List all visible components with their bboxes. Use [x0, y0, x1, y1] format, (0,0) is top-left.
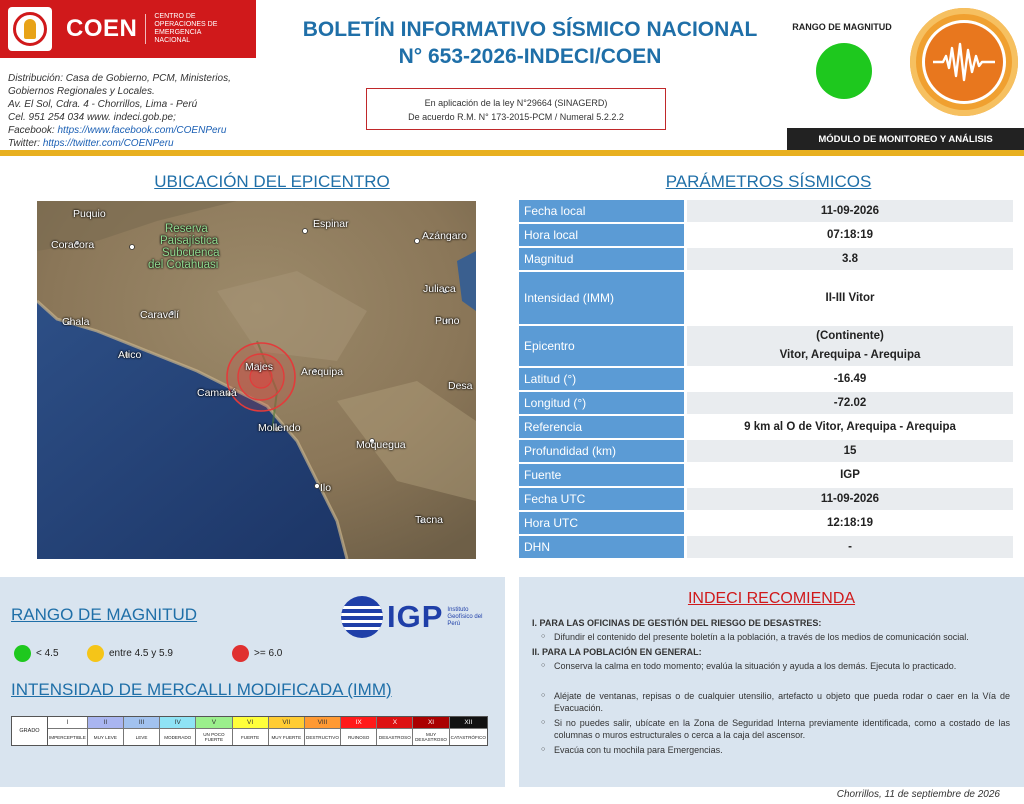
param-value: 15	[687, 440, 1013, 462]
param-value: -	[687, 536, 1013, 558]
recommendation-item: ○ Difundir el contenido del presente boletín a la población, a través de los medios de comunicación social.	[554, 631, 1010, 643]
param-value: 07:18:19	[687, 224, 1013, 246]
legend-item-high	[232, 645, 282, 662]
param-value: (Continente) Vitor, Arequipa - Arequipa	[687, 326, 1013, 366]
logo-divider	[145, 14, 146, 44]
param-value: 12:18:19	[687, 512, 1013, 534]
param-value: II-III Vitor	[687, 272, 1013, 324]
param-value: 9 km al O de Vitor, Arequipa - Arequipa	[687, 416, 1013, 438]
law-line1: En aplicación de la ley N°29664 (SINAGERD)	[424, 98, 608, 108]
map-label-coracora: Coracora	[51, 239, 95, 251]
map-label-puquio: Puquio	[73, 208, 106, 220]
map-label-reserva: Reserva	[165, 223, 208, 235]
module-banner: MÓDULO DE MONITOREO Y ANÁLISIS	[787, 128, 1024, 150]
map-label-majes: Majes	[245, 361, 274, 373]
map-label-espinar: Espinar	[313, 218, 349, 230]
mercalli-level: VIII DESTRUCTIVO	[305, 717, 341, 745]
param-value: 3.8	[687, 248, 1013, 270]
param-row-longitud	[519, 392, 1013, 414]
law-line2: De acuerdo R.M. N° 173-2015-PCM / Numeral 5.2.2.2	[408, 112, 624, 122]
param-value: -16.49	[687, 368, 1013, 390]
mercalli-level: XII CATASTRÓFICO	[450, 717, 487, 745]
mercalli-level: I IMPERCEPTIBLE	[48, 717, 88, 745]
twitter-label: Twitter:	[8, 138, 43, 149]
param-value: -72.02	[687, 392, 1013, 414]
recommendations-body	[532, 617, 1010, 759]
param-row-referencia	[519, 416, 1013, 438]
seismograph-icon	[910, 8, 1018, 116]
epicenter-map[interactable]	[37, 201, 476, 559]
map-label-desaguadero: Desa	[448, 380, 473, 392]
map-label-puno: Puno	[435, 315, 460, 327]
param-value: 11-09-2026	[687, 200, 1013, 222]
param-value: IGP	[687, 464, 1013, 486]
param-label: Latitud (°)	[519, 368, 684, 390]
mercalli-level: VII MUY FUERTE	[269, 717, 305, 745]
map-section-title: UBICACIÓN DEL EPICENTRO	[154, 172, 390, 191]
facebook-link[interactable]: https://www.facebook.com/COENPeru	[57, 125, 227, 136]
mercalli-scale-table	[11, 716, 488, 746]
recommendations-list-2	[532, 660, 1010, 756]
param-label: Fuente	[519, 464, 684, 486]
param-label: Hora local	[519, 224, 684, 246]
twitter-link[interactable]: https://twitter.com/COENPeru	[42, 138, 174, 149]
legend-label: entre 4.5 y 5.9	[109, 648, 173, 659]
legend-label: >= 6.0	[254, 648, 283, 659]
mercalli-level: X DESASTROSO	[377, 717, 413, 745]
param-row-fuente	[519, 464, 1013, 486]
mercalli-level: III LEVE	[124, 717, 160, 745]
map-label-paisajistica: Paisajística	[160, 235, 219, 247]
bulletin-number: N° 653-2026-INDECI/COEN	[398, 45, 662, 68]
param-label: Hora UTC	[519, 512, 684, 534]
param-row-dhn	[519, 536, 1013, 558]
map-label-arequipa: Arequipa	[301, 366, 344, 378]
param-row-hora-utc	[519, 512, 1013, 534]
param-label: Profundidad (km)	[519, 440, 684, 462]
igp-subtitle: Instituto Geofísico del Perú	[447, 606, 483, 627]
seismic-parameters-table	[519, 200, 1013, 560]
param-row-fecha-local	[519, 200, 1013, 222]
map-label-azangaro: Azángaro	[422, 230, 467, 242]
org-subtitle: CENTRO DE OPERACIONES DE EMERGENCIA NACIONAL	[154, 13, 218, 44]
igp-logo	[341, 596, 487, 638]
indeci-seal-icon	[8, 7, 52, 51]
magnitude-indicator	[816, 43, 872, 99]
map-label-cotahuasi: del Cotahuasi	[148, 259, 219, 271]
param-value: 11-09-2026	[687, 488, 1013, 510]
legend-dot-red	[232, 645, 249, 662]
recommendations-heading-2: II. PARA LA POBLACIÓN EN GENERAL:	[532, 647, 702, 657]
law-reference-box	[366, 88, 666, 130]
param-row-epicentro	[519, 326, 1013, 366]
recommendations-title: INDECI RECOMIENDA	[687, 590, 856, 607]
param-row-magnitud	[519, 248, 1013, 270]
param-label: Fecha local	[519, 200, 684, 222]
mercalli-level: II MUY LEVE	[88, 717, 124, 745]
param-label: Epicentro	[519, 326, 684, 366]
param-label: Referencia	[519, 416, 684, 438]
mercalli-level: IV MODERADO	[160, 717, 196, 745]
recommendation-item: ○ Aléjate de ventanas, repisas o de cualquier utensilio, artefacto u objeto que pueda rodar o caer en la Vía de Evacuación.	[554, 690, 1010, 714]
param-row-profundidad	[519, 440, 1013, 462]
param-row-intensidad	[519, 272, 1013, 324]
param-row-latitud	[519, 368, 1013, 390]
map-terrain	[37, 201, 476, 559]
param-label: Magnitud	[519, 248, 684, 270]
mercalli-level: IX RUINOSO	[341, 717, 377, 745]
legend-dot-green	[14, 645, 31, 662]
coen-logo	[0, 0, 256, 58]
mercalli-title: INTENSIDAD DE MERCALLI MODIFICADA (IMM)	[11, 680, 392, 699]
map-label-subcuenca: Subcuenca	[162, 247, 220, 259]
igp-name: IGP	[387, 599, 444, 634]
param-label: Fecha UTC	[519, 488, 684, 510]
params-section-title: PARÁMETROS SÍSMICOS	[665, 172, 872, 191]
recommendation-item: ○ Si no puedes salir, ubícate en la Zona de Seguridad Interna previamente identificada, como a costado de las columnas o muros estructurales o cerca a la caja del ascensor.	[554, 717, 1010, 741]
map-label-camana: Camaná	[197, 387, 237, 399]
bulletin-title-line1: BOLETÍN INFORMATIVO SÍSMICO NACIONAL	[302, 18, 758, 41]
param-row-hora-local	[519, 224, 1013, 246]
footer-place-date: Chorrillos, 11 de septiembre de 2026	[836, 789, 1000, 800]
map-label-caraveli: Caravelí	[140, 309, 180, 321]
legend-label: < 4.5	[36, 648, 59, 659]
facebook-line	[8, 124, 288, 137]
map-label-mollendo: Mollendo	[258, 422, 301, 434]
recommendations-heading-1: I. PARA LAS OFICINAS DE GESTIÓN DEL RIESGO DE DESASTRES:	[532, 618, 822, 628]
map-label-ilo: Ilo	[320, 482, 332, 494]
bulletin-title	[270, 16, 790, 70]
legend-dot-yellow	[87, 645, 104, 662]
legend-title: RANGO DE MAGNITUD	[11, 605, 198, 624]
recommendation-item: ○ Evacúa con tu mochila para Emergencias.	[554, 744, 1010, 756]
legend-item-low	[14, 645, 59, 662]
recommendation-item: ○ Conserva la calma en todo momento; evalúa la situación y ayuda a los demás. Ejecuta lo practicado.	[554, 660, 1010, 672]
param-label: Intensidad (IMM)	[519, 272, 684, 324]
distribution-line: Av. El Sol, Cdra. 4 - Chorrillos, Lima - Perú	[8, 99, 198, 110]
param-row-fecha-utc	[519, 488, 1013, 510]
legend-item-mid	[87, 645, 173, 662]
distribution-line: Distribución: Casa de Gobierno, PCM, Ministerios,	[8, 73, 231, 84]
map-label-chala: Chala	[62, 316, 90, 328]
distribution-line: Cel. 951 254 034 www. indeci.gob.pe;	[8, 112, 176, 123]
header-divider	[0, 150, 1024, 156]
map-label-tacna: Tacna	[415, 514, 444, 526]
facebook-label: Facebook:	[8, 125, 58, 136]
igp-globe-icon	[341, 596, 383, 638]
org-name: COEN	[66, 15, 138, 42]
distribution-line: Gobiernos Regionales y Locales.	[8, 86, 155, 97]
map-label-atico: Atico	[118, 349, 142, 361]
mercalli-level: V UN POCO FUERTE	[196, 717, 232, 745]
recommendations-list-1	[532, 631, 1010, 643]
param-label: Longitud (°)	[519, 392, 684, 414]
grado-label: GRADO	[12, 717, 48, 745]
map-label-moquegua: Moquegua	[356, 439, 406, 451]
map-label-juliaca: Juliaca	[423, 283, 456, 295]
mercalli-level: VI FUERTE	[233, 717, 269, 745]
distribution-block	[8, 72, 288, 150]
twitter-line	[8, 137, 288, 150]
param-label: DHN	[519, 536, 684, 558]
mercalli-level: XI MUY DESASTROSO	[413, 717, 449, 745]
magnitude-range-heading: RANGO DE MAGNITUD	[792, 22, 892, 32]
